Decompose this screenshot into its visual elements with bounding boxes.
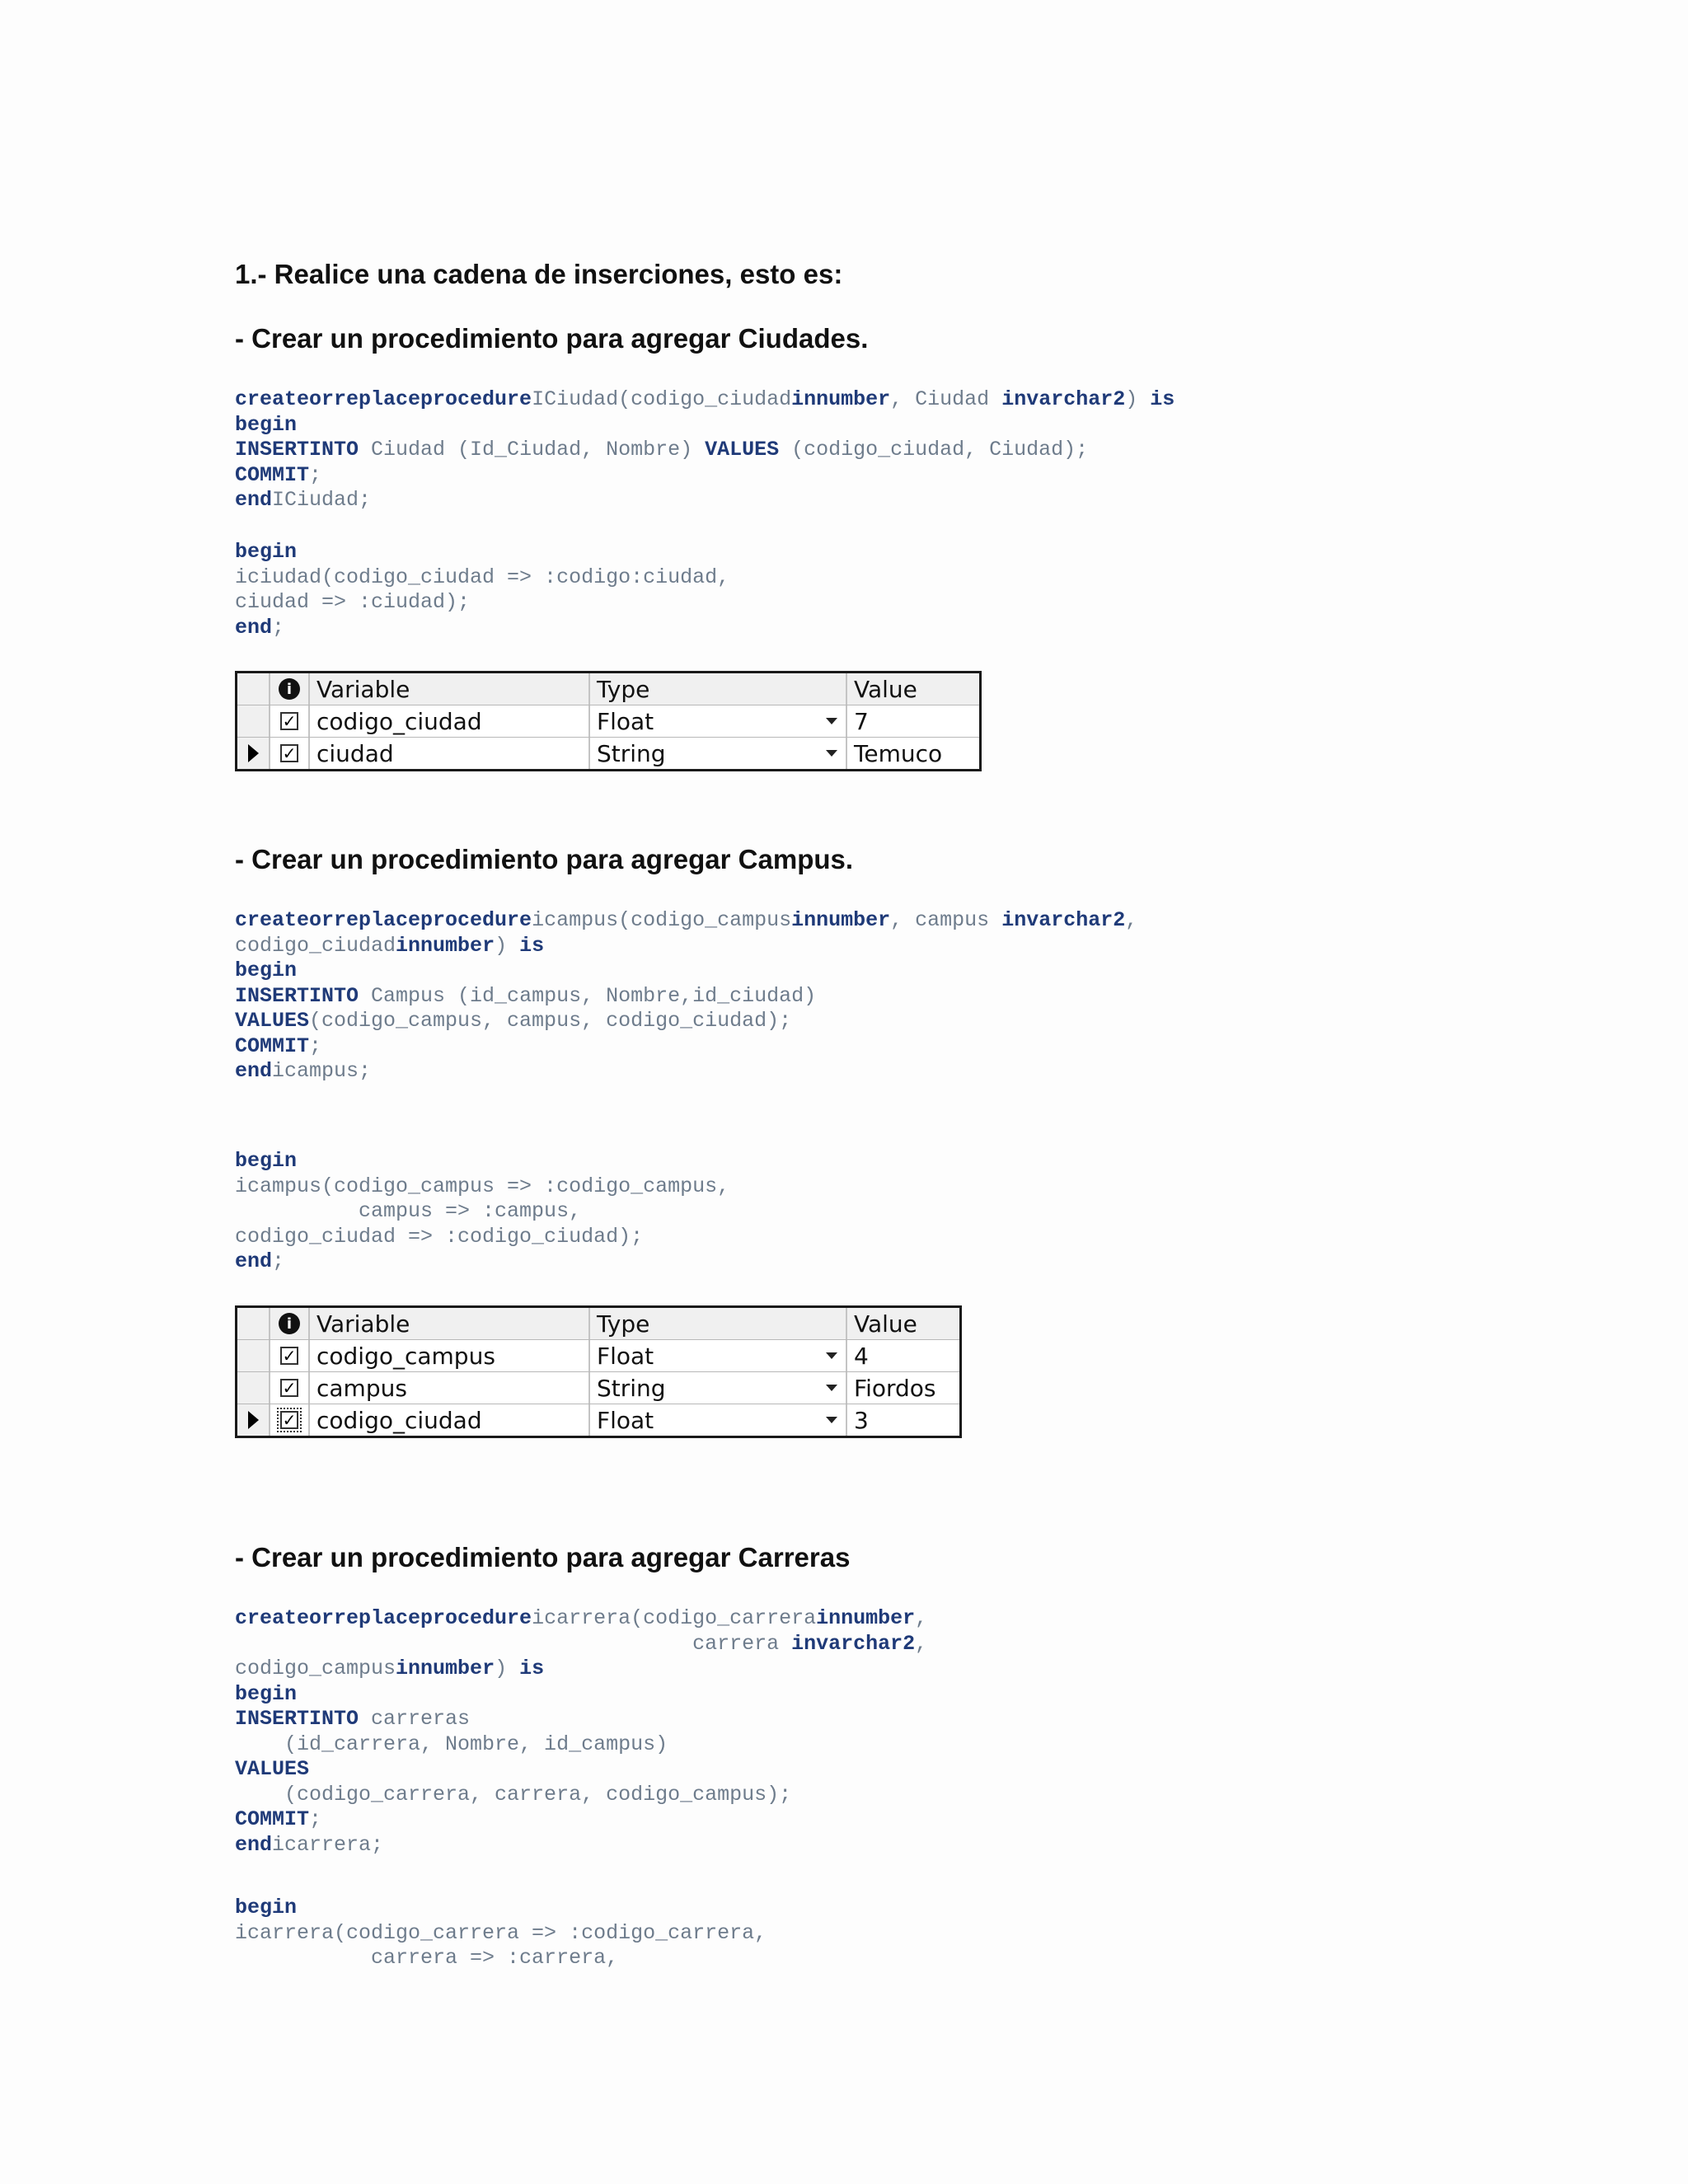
code-text: icampus(codigo_campus xyxy=(532,908,792,932)
code-line xyxy=(235,1149,297,1173)
value-input[interactable]: 3 xyxy=(854,1406,869,1434)
row-indicator xyxy=(237,738,270,769)
code-keyword: invarchar2 xyxy=(1001,387,1126,411)
column-header-variable[interactable]: Variable xyxy=(310,1308,590,1339)
code-line xyxy=(235,488,371,512)
enable-cell xyxy=(270,1340,310,1371)
enable-header xyxy=(270,1308,310,1339)
type-select[interactable] xyxy=(590,1404,847,1436)
code-text: ICiudad(codigo_ciudad xyxy=(532,387,792,411)
code-line xyxy=(235,1249,284,1273)
dropdown-arrow-icon[interactable] xyxy=(826,1352,837,1359)
table-row[interactable] xyxy=(237,1372,959,1404)
code-line xyxy=(235,1896,297,1919)
variable-name: campus xyxy=(310,1372,590,1404)
code-line xyxy=(235,1732,668,1756)
code-text: icarrera(codigo_carrera xyxy=(532,1606,817,1630)
code-keyword: begin xyxy=(235,540,298,564)
code-proc-campus xyxy=(235,908,1137,1085)
code-line xyxy=(235,540,297,564)
code-text: Ciudad (Id_Ciudad, Nombre) xyxy=(359,438,706,462)
code-line xyxy=(235,1682,297,1706)
code-line xyxy=(235,1059,371,1083)
row-indicator xyxy=(237,1372,270,1404)
code-line xyxy=(235,1632,927,1656)
row-indicator-header xyxy=(237,1308,270,1339)
code-text: (codigo_carrera, carrera, codigo_campus); xyxy=(235,1782,792,1807)
code-text: ; xyxy=(272,615,285,640)
code-keyword: begin xyxy=(235,1896,298,1919)
current-row-arrow-icon xyxy=(248,1411,259,1429)
table-row[interactable] xyxy=(237,738,979,769)
code-line xyxy=(235,984,816,1008)
type-value: Float xyxy=(597,1406,654,1434)
code-keyword: begin xyxy=(235,1681,298,1706)
value-input[interactable]: 7 xyxy=(854,707,869,735)
code-keyword: begin xyxy=(235,1149,298,1173)
code-line xyxy=(235,1009,791,1033)
code-text: (id_carrera, Nombre, id_campus) xyxy=(235,1732,668,1756)
row-indicator xyxy=(237,705,270,737)
code-text: ; xyxy=(309,462,322,487)
column-header-value[interactable]: Value xyxy=(854,675,917,703)
code-text: icampus(codigo_campus => :codigo_campus, xyxy=(235,1174,730,1198)
code-line xyxy=(235,1921,767,1945)
code-keyword: VALUES xyxy=(705,438,780,462)
code-keyword: is xyxy=(519,1657,545,1680)
variable-name: codigo_campus xyxy=(310,1340,590,1371)
code-text: ) xyxy=(495,933,520,958)
code-text: Campus (id_campus, Nombre,id_ciudad) xyxy=(359,983,817,1008)
heading-campus: - Crear un procedimiento para agregar Campus. xyxy=(235,844,854,874)
type-select[interactable] xyxy=(590,1340,847,1371)
column-header-value[interactable]: Value xyxy=(854,1310,917,1338)
code-call-carrera xyxy=(235,1896,767,1971)
code-text: ciudad => :ciudad); xyxy=(235,590,471,614)
heading-ciudades: - Crear un procedimiento para agregar Ciudades. xyxy=(235,323,869,354)
code-keyword: innumber xyxy=(396,933,495,958)
enable-header xyxy=(270,673,310,705)
code-text: icarrera; xyxy=(272,1832,384,1857)
code-call-ciudad xyxy=(235,540,729,640)
code-keyword: createorreplaceprocedure xyxy=(235,387,532,411)
code-line xyxy=(235,1606,927,1630)
enable-cell xyxy=(270,705,310,737)
type-select[interactable] xyxy=(590,1372,847,1404)
code-line xyxy=(235,1199,581,1223)
code-line xyxy=(235,565,729,589)
code-text: ; xyxy=(309,1807,322,1831)
enable-checkbox[interactable]: ✓ xyxy=(280,744,298,762)
code-text: codigo_ciudad xyxy=(235,933,396,958)
row-indicator-header xyxy=(237,673,270,705)
row-indicator xyxy=(237,1340,270,1371)
code-line xyxy=(235,1946,618,1970)
variable-name: codigo_ciudad xyxy=(310,705,590,737)
code-text: carrera => :carrera, xyxy=(235,1946,619,1970)
dropdown-arrow-icon[interactable] xyxy=(826,1417,837,1423)
code-line xyxy=(235,1833,383,1857)
code-keyword: innumber xyxy=(396,1657,495,1680)
code-text: ) xyxy=(1125,387,1151,411)
code-line xyxy=(235,1225,643,1249)
column-header-type[interactable]: Type xyxy=(590,1308,847,1339)
code-proc-carrera xyxy=(235,1606,927,1858)
code-keyword: end xyxy=(235,1059,273,1083)
code-keyword: invarchar2 xyxy=(791,1631,916,1656)
heading-exercise: 1.- Realice una cadena de inserciones, esto es: xyxy=(235,259,843,289)
code-keyword: COMMIT xyxy=(235,1807,310,1831)
type-value: String xyxy=(597,1374,666,1402)
code-keyword: INSERTINTO xyxy=(235,983,359,1008)
heading-carreras: - Crear un procedimiento para agregar Carreras xyxy=(235,1542,851,1572)
enable-cell xyxy=(270,738,310,769)
code-line xyxy=(235,413,297,437)
code-keyword: end xyxy=(235,488,273,512)
code-line xyxy=(235,934,544,958)
type-value: String xyxy=(597,739,666,767)
code-text: icampus; xyxy=(272,1059,372,1083)
code-text: , xyxy=(1125,908,1138,932)
code-text: ) xyxy=(495,1657,520,1680)
code-line xyxy=(235,616,284,640)
code-line xyxy=(235,387,1175,411)
code-line xyxy=(235,958,297,982)
code-text: codigo_ciudad => :codigo_ciudad); xyxy=(235,1224,644,1249)
code-proc-ciudad xyxy=(235,387,1175,513)
enable-checkbox[interactable]: ✓ xyxy=(280,1411,298,1429)
variable-name: ciudad xyxy=(310,738,590,769)
code-line xyxy=(235,1034,321,1058)
variables-table-campus xyxy=(235,1305,962,1438)
table-header-row xyxy=(237,1308,959,1340)
code-keyword: COMMIT xyxy=(235,1033,310,1058)
code-keyword: createorreplaceprocedure xyxy=(235,908,532,932)
code-keyword: invarchar2 xyxy=(1001,908,1126,932)
code-line xyxy=(235,1757,309,1781)
code-text: ICiudad; xyxy=(272,488,372,512)
code-line xyxy=(235,438,1088,462)
dropdown-arrow-icon[interactable] xyxy=(826,1385,837,1391)
code-line xyxy=(235,1174,729,1198)
value-input[interactable]: 4 xyxy=(854,1342,869,1370)
code-line xyxy=(235,908,1137,932)
code-call-campus xyxy=(235,1149,729,1275)
type-value: Float xyxy=(597,707,654,735)
code-keyword: INSERTINTO xyxy=(235,1707,359,1731)
code-keyword: innumber xyxy=(816,1606,916,1630)
code-text: icarrera(codigo_carrera => :codigo_carrera, xyxy=(235,1920,767,1945)
code-line xyxy=(235,1657,544,1680)
row-indicator xyxy=(237,1404,270,1436)
code-keyword: begin xyxy=(235,958,298,982)
code-keyword: VALUES xyxy=(235,1009,310,1033)
info-icon: i xyxy=(279,1313,300,1334)
table-row[interactable] xyxy=(237,1340,959,1372)
code-text: campus => :campus, xyxy=(235,1199,582,1223)
info-icon: i xyxy=(279,678,300,700)
enable-cell xyxy=(270,1404,310,1436)
code-text: , xyxy=(915,1631,928,1656)
code-text: ; xyxy=(309,1033,322,1058)
code-text: iciudad(codigo_ciudad => :codigo:ciudad, xyxy=(235,565,730,589)
code-keyword: innumber xyxy=(791,908,891,932)
table-header-row xyxy=(237,673,979,705)
dropdown-arrow-icon[interactable] xyxy=(826,718,837,724)
type-select[interactable] xyxy=(590,738,847,769)
code-text: , xyxy=(915,1606,928,1630)
code-text: , campus xyxy=(890,908,1002,932)
code-text: (codigo_campus, campus, codigo_ciudad); xyxy=(309,1009,792,1033)
code-keyword: INSERTINTO xyxy=(235,438,359,462)
enable-checkbox[interactable]: ✓ xyxy=(280,712,298,730)
code-line xyxy=(235,463,321,487)
type-select[interactable] xyxy=(590,705,847,737)
code-keyword: end xyxy=(235,1249,273,1273)
code-line xyxy=(235,590,470,614)
code-keyword: innumber xyxy=(791,387,891,411)
code-line xyxy=(235,1783,791,1807)
code-line xyxy=(235,1807,321,1831)
enable-checkbox[interactable]: ✓ xyxy=(280,1347,298,1365)
table-row[interactable] xyxy=(237,1404,959,1436)
enable-cell xyxy=(270,1372,310,1404)
variables-table-ciudad xyxy=(235,671,982,771)
code-text: , Ciudad xyxy=(890,387,1002,411)
current-row-arrow-icon xyxy=(248,744,259,762)
code-text: carreras xyxy=(359,1707,471,1731)
table-row[interactable] xyxy=(237,705,979,738)
value-input[interactable]: Temuco xyxy=(854,739,943,767)
column-header-variable[interactable]: Variable xyxy=(310,673,590,705)
code-keyword: is xyxy=(519,933,545,958)
code-text: ; xyxy=(272,1249,285,1273)
dropdown-arrow-icon[interactable] xyxy=(826,750,837,757)
value-input[interactable]: Fiordos xyxy=(854,1374,936,1402)
variable-name: codigo_ciudad xyxy=(310,1404,590,1436)
code-text: codigo_campus xyxy=(235,1657,396,1680)
code-keyword: createorreplaceprocedure xyxy=(235,1606,532,1630)
code-keyword: end xyxy=(235,615,273,640)
code-text: carrera xyxy=(235,1631,792,1656)
code-text: (codigo_ciudad, Ciudad); xyxy=(779,438,1089,462)
enable-checkbox[interactable]: ✓ xyxy=(280,1379,298,1397)
code-keyword: begin xyxy=(235,412,298,437)
code-keyword: VALUES xyxy=(235,1757,310,1781)
column-header-type[interactable]: Type xyxy=(590,673,847,705)
code-line xyxy=(235,1707,470,1731)
code-keyword: is xyxy=(1150,387,1175,411)
code-keyword: end xyxy=(235,1832,273,1857)
code-keyword: COMMIT xyxy=(235,462,310,487)
type-value: Float xyxy=(597,1342,654,1370)
